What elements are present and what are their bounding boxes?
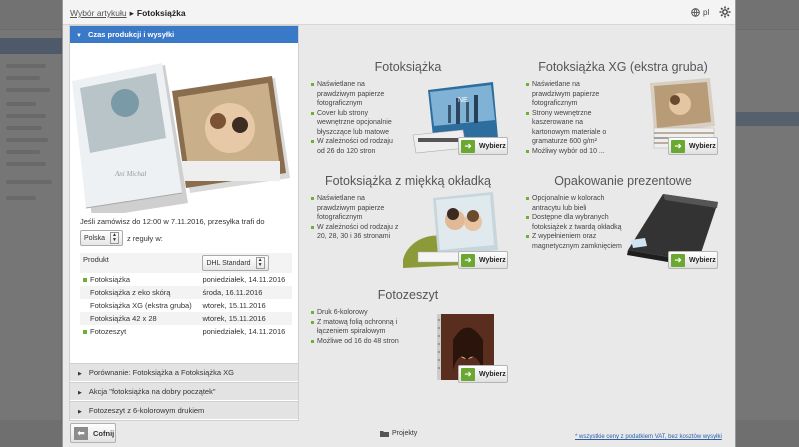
product-title: Fotoksiążka z miękką okładką xyxy=(324,174,492,188)
feature-item: Opcjonalnie w kolorach antracytu lub bieli xyxy=(526,194,626,213)
select-button-softcover[interactable] xyxy=(458,251,508,269)
table-cell-product: Fotoksiążka z eko skórą xyxy=(90,288,171,297)
feature-item: W zależności od rodzaju z 20, 28, 30 i 36 stronami xyxy=(311,223,401,242)
breadcrumb-current: Fotoksiążka xyxy=(136,8,186,18)
back-button[interactable] xyxy=(70,423,116,443)
product-card-gift-box xyxy=(518,174,728,274)
table-cell-product: Fotoksiążka 42 x 28 xyxy=(90,314,157,323)
feature-item: Naświetlane na prawdziwym papierze fotograficznym xyxy=(526,80,620,109)
feature-item: Z matową folią ochronną i łączeniem spiralowym xyxy=(311,318,411,337)
dialog-header xyxy=(63,0,735,25)
select-arrows-icon: ▲ ▼ xyxy=(112,232,117,243)
select-button-fotoksiazka[interactable] xyxy=(458,137,508,155)
table-cell-date: poniedziałek, 14.11.2016 xyxy=(202,275,286,284)
language-label: pl xyxy=(703,8,710,17)
arrow-right-icon: ➜ xyxy=(461,140,475,153)
feature-item: Możliwe od 16 do 48 stron xyxy=(311,337,411,347)
accordion-label: Akcja "fotoksiążka na dobry początek" xyxy=(88,387,216,396)
product-selection-dialog xyxy=(62,0,736,447)
language-selector[interactable] xyxy=(691,8,709,17)
projects-label: Projekty xyxy=(392,430,418,437)
shipping-select[interactable] xyxy=(202,255,268,271)
product-card-fotoksiazka-xg xyxy=(518,60,728,160)
feature-list xyxy=(311,80,396,156)
folder-icon xyxy=(380,430,389,437)
breadcrumb-link[interactable]: Wybór artykułu xyxy=(70,8,127,18)
table-row xyxy=(80,286,292,299)
table-row xyxy=(80,273,292,286)
feature-item: Strony wewnętrzne kaszerowane na kartonowym materiale o gramaturze 600 g/m² xyxy=(526,109,620,147)
select-label: Wybierz xyxy=(689,256,716,264)
product-title: Opakowanie prezentowe xyxy=(554,174,692,188)
triangle-right-icon: ▶ xyxy=(78,409,82,415)
dialog-footer xyxy=(63,421,735,447)
arrow-left-icon: ⬅ xyxy=(74,427,88,440)
globe-icon xyxy=(691,8,700,17)
feature-list xyxy=(526,80,620,156)
svg-text:NE: NE xyxy=(458,97,468,104)
select-arrows-icon: ▲ ▼ xyxy=(257,257,263,268)
accordion-label: Czas produkcji i wysyłki xyxy=(87,30,175,39)
feature-item: Dostępne dla wybranych fotoksiążek z twardą okładką xyxy=(526,213,626,232)
select-label: Wybierz xyxy=(479,370,506,378)
country-row xyxy=(80,230,163,246)
arrow-right-icon: ➜ xyxy=(461,368,475,381)
green-marker-icon xyxy=(83,278,87,282)
select-button-fotoksiazka-xg[interactable] xyxy=(668,137,718,155)
country-select[interactable] xyxy=(80,230,123,246)
feature-item: Naświetlane na prawdziwym papierze fotograficznym xyxy=(311,194,401,223)
country-suffix: z reguły w: xyxy=(126,233,163,243)
product-title: Fotoksiążka XG (ekstra gruba) xyxy=(538,60,708,74)
select-button-gift-box[interactable] xyxy=(668,251,718,269)
shipping-value: DHL Standard xyxy=(206,259,251,267)
accordion-fotozeszyt[interactable] xyxy=(70,401,298,419)
select-label: Wybierz xyxy=(479,142,506,150)
table-cell-product: Fotozeszyt xyxy=(90,327,127,336)
delivery-info-text: Jeśli zamówisz do 12:00 w 7.11.2016, przesyłka trafi do xyxy=(80,217,265,226)
vat-note-link[interactable]: * wszystkie ceny z podatkiem VAT, bez kosztów wysyłki xyxy=(575,434,722,440)
feature-item: Druk 6-kolorowy xyxy=(311,308,411,318)
table-cell-date: wtorek, 15.11.2016 xyxy=(202,314,266,323)
select-button-fotozeszyt[interactable] xyxy=(458,365,508,383)
accordion-promo-action[interactable] xyxy=(70,382,298,400)
info-panel xyxy=(69,25,299,421)
product-card-fotozeszyt xyxy=(308,288,508,388)
projects-link[interactable] xyxy=(380,430,417,437)
accordion-production-shipping[interactable] xyxy=(70,26,298,43)
feature-item: W zależności od rodzaju od 26 do 120 stron xyxy=(311,137,396,156)
breadcrumb-separator: ▸ xyxy=(129,8,134,18)
country-value: Polska xyxy=(84,234,106,242)
select-label: Wybierz xyxy=(479,256,506,264)
feature-item: Naświetlane na prawdziwym papierze fotograficznym xyxy=(311,80,396,109)
table-cell-date: poniedziałek, 14.11.2016 xyxy=(202,327,286,336)
feature-item: Możliwy wybór od 10 ... xyxy=(526,147,620,157)
feature-item: Cover lub strony wewnętrzne opcjonalnie błyszczące lub matowe xyxy=(311,109,396,138)
photobook-promo-image xyxy=(70,43,298,213)
feature-list xyxy=(526,194,626,251)
product-title: Fotoksiążka xyxy=(374,60,442,74)
arrow-right-icon: ➜ xyxy=(671,140,685,153)
triangle-right-icon: ▶ xyxy=(78,390,82,396)
gear-icon[interactable] xyxy=(719,6,731,18)
table-row xyxy=(80,299,292,312)
green-marker-icon xyxy=(83,330,87,334)
arrow-right-icon: ➜ xyxy=(671,254,685,267)
svg-text:Ani Michał: Ani Michał xyxy=(115,170,147,178)
arrow-right-icon: ➜ xyxy=(461,254,475,267)
delivery-table xyxy=(80,253,292,338)
table-cell-product: Fotoksiążka xyxy=(90,275,131,284)
feature-item: Z wypełnieniem oraz magnetycznym zamknięciem xyxy=(526,232,626,251)
product-card-softcover xyxy=(308,174,508,274)
table-cell-product: Fotoksiążka XG (ekstra gruba) xyxy=(90,301,192,310)
back-label: Cofnij xyxy=(93,428,115,438)
product-title: Fotozeszyt xyxy=(377,288,439,302)
table-header-row xyxy=(80,253,292,273)
triangle-right-icon: ▶ xyxy=(78,371,82,377)
accordion-comparison[interactable] xyxy=(70,363,298,381)
feature-list xyxy=(311,194,401,242)
table-row xyxy=(80,325,292,338)
accordion-label: Fotozeszyt z 6-kolorowym drukiem xyxy=(88,406,205,415)
column-header-product: Produkt xyxy=(83,255,109,264)
triangle-down-icon: ▼ xyxy=(76,33,82,39)
table-cell-date: wtorek, 15.11.2016 xyxy=(202,301,266,310)
feature-list xyxy=(311,308,411,346)
table-cell-date: środa, 16.11.2016 xyxy=(202,288,263,297)
product-card-fotoksiazka xyxy=(308,60,508,160)
select-label: Wybierz xyxy=(689,142,716,150)
accordion-label: Porównanie: Fotoksiążka a Fotoksiążka XG xyxy=(88,368,234,377)
table-row xyxy=(80,312,292,325)
breadcrumb xyxy=(70,8,186,19)
